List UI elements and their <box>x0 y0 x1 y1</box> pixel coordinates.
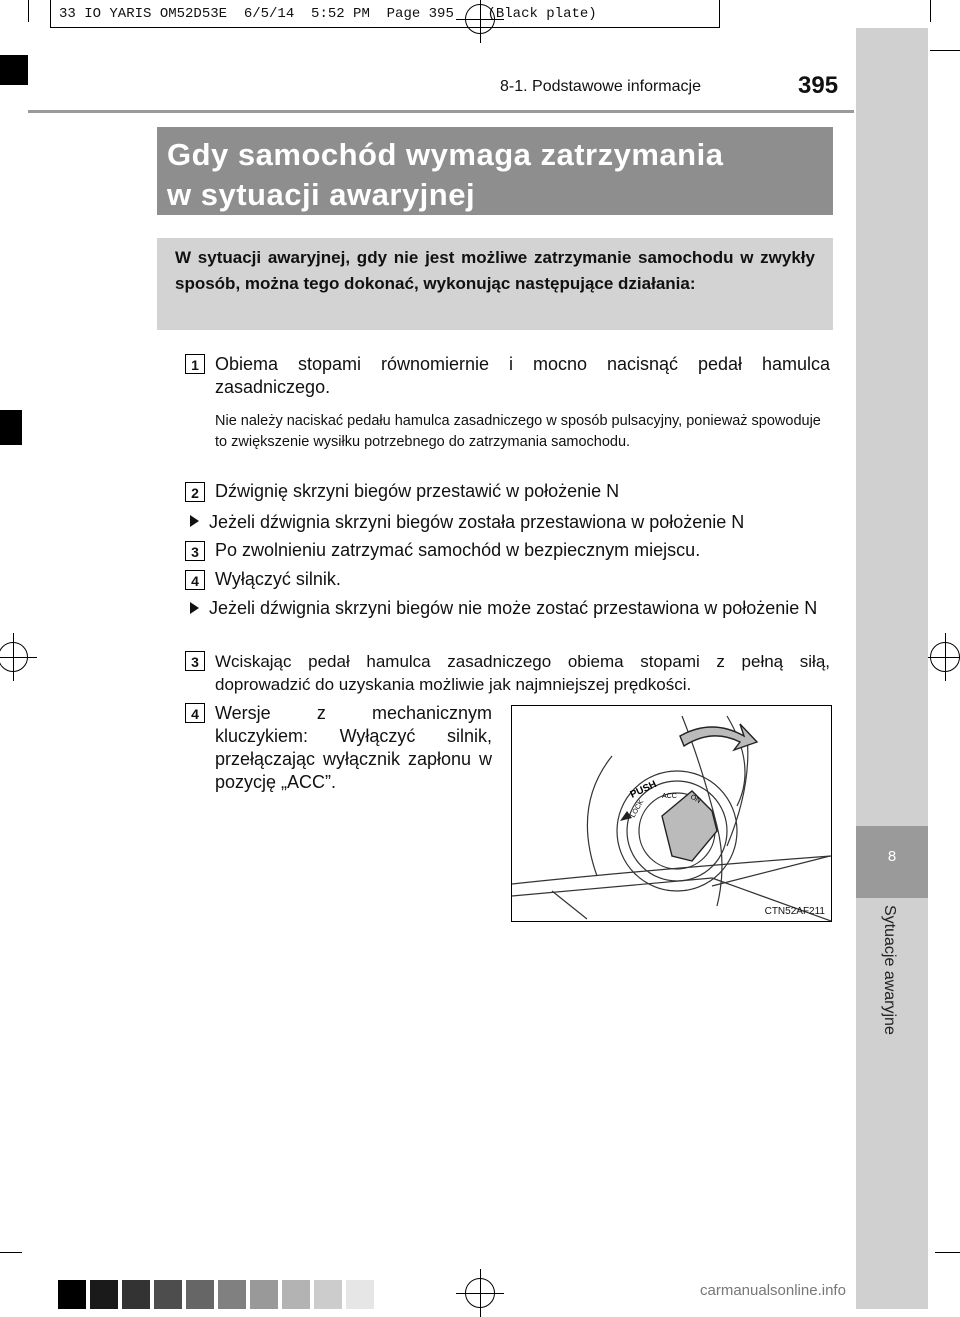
chapter-tab: 8 <box>856 826 928 898</box>
color-swatch <box>154 1280 182 1309</box>
triangle-bullet-icon <box>190 602 199 614</box>
crop-mark <box>930 0 931 22</box>
step-text: Dźwignię skrzyni biegów przestawić w położenie N <box>215 481 620 501</box>
registration-mark-icon <box>930 642 960 672</box>
ignition-switch-drawing <box>512 706 831 921</box>
step-text: Wyłączyć silnik. <box>215 569 341 589</box>
step-number: 4 <box>185 570 205 590</box>
step-number: 3 <box>185 651 205 671</box>
triangle-bullet-icon <box>190 515 199 527</box>
color-swatch <box>58 1280 86 1309</box>
step-note: Nie należy naciskać pedału hamulca zasadniczego w sposób pulsacyjny, ponieważ spowoduje to zwiększenie wysiłku potrzebnego do zatrzymania samochodu. <box>215 413 821 450</box>
crop-mark <box>930 50 960 51</box>
color-swatch <box>186 1280 214 1309</box>
crop-mark <box>0 1252 22 1253</box>
step-number: 3 <box>185 541 205 561</box>
color-swatch <box>346 1280 374 1309</box>
condition-bullet: Jeżeli dźwignia skrzyni biegów nie może zostać przestawiona w położenie N <box>190 597 830 620</box>
push-label: PUSH <box>628 779 659 801</box>
step-number: 1 <box>185 354 205 374</box>
chapter-title: Sytuacje awaryjne <box>881 905 898 1035</box>
crop-mark <box>28 0 29 22</box>
lock-label: LOCK <box>629 798 646 819</box>
acc-label: ACC <box>662 793 677 800</box>
crop-mark <box>0 410 22 445</box>
title-line: w sytuacji awaryjnej <box>167 177 476 212</box>
title-line: Gdy samochód wymaga zatrzymania <box>167 137 724 172</box>
step-text: Obiema stopami równomiernie i mocno nacisnąć pedał hamulca zasadniczego. <box>215 354 830 397</box>
color-swatch <box>282 1280 310 1309</box>
color-swatch <box>314 1280 342 1309</box>
color-swatch <box>122 1280 150 1309</box>
chapter-sidebar <box>856 28 928 1309</box>
step-text: Wersje z mechanicznym kluczykiem: Wyłączyć silnik, przełączając wyłącznik zapłonu w pozycję „ACC”. <box>215 703 492 792</box>
crop-mark <box>935 1252 960 1253</box>
watermark: carmanualsonline.info <box>700 1282 846 1299</box>
color-swatch <box>90 1280 118 1309</box>
step-text: Wciskając pedał hamulca zasadniczego obiema stopami z pełną siłą, doprowadzić do uzyskania możliwie jak najmniejszej prędkości. <box>215 652 830 694</box>
intro-text: W sytuacji awaryjnej, gdy nie jest możliwe zatrzymanie samochodu w zwykły sposób, można tego dokonać, wykonując następujące działania: <box>157 238 833 330</box>
page-number: 395 <box>798 72 839 99</box>
page-title <box>157 127 833 215</box>
condition-bullet: Jeżeli dźwignia skrzyni biegów została przestawiona w położenie N <box>190 511 830 534</box>
step-number: 2 <box>185 482 205 502</box>
crop-mark <box>0 55 28 85</box>
header-rule <box>28 110 854 113</box>
color-swatch <box>250 1280 278 1309</box>
ignition-switch-illustration <box>511 705 832 922</box>
print-slug: 33 IO YARIS OM52D53E 6/5/14 5:52 PM Page 395 (Black plate) <box>50 0 720 28</box>
registration-mark-icon <box>465 1278 495 1308</box>
registration-mark-icon <box>465 4 495 34</box>
figure-code: CTN52AF211 <box>764 906 825 917</box>
registration-mark-icon <box>0 642 28 672</box>
step-text: Po zwolnieniu zatrzymać samochód w bezpiecznym miejscu. <box>215 540 701 560</box>
on-label: ON <box>689 793 702 805</box>
section-header: 8-1. Podstawowe informacje <box>500 78 701 95</box>
color-swatch <box>218 1280 246 1309</box>
step-number: 4 <box>185 703 205 723</box>
